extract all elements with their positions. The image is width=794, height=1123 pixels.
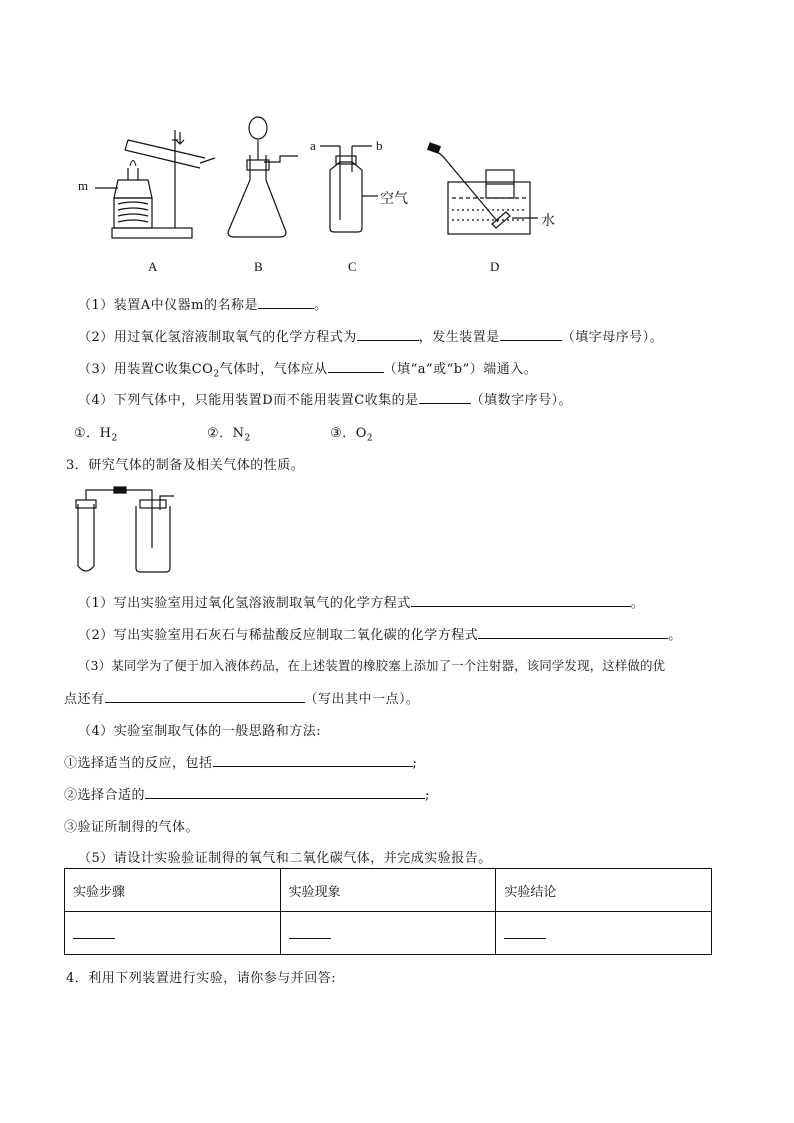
table-cell [496,912,712,955]
option-2[interactable]: ②．$N_2$ [207,426,251,444]
q2-part2: （2）用过氧化氢溶液制取氧气的化学方程式为 ，发生装置是 （填字母序号）。 [78,326,663,345]
experiment-report-table [64,868,712,955]
label-D: D [490,259,500,274]
answer-blank[interactable] [213,753,413,767]
apparatus-figure [0,100,794,290]
label-air: 空气 [380,192,408,207]
stand-base [112,228,192,238]
q3-part2: （2）写出实验室用石灰石与稀盐酸反应制取二氧化碳的化学方程式 。 [78,624,682,643]
q3-step3: ③验证所制得的气体。 [64,820,200,835]
answer-blank[interactable] [357,327,419,341]
answer-blank[interactable] [328,359,384,373]
q2-options [74,422,373,444]
header-cell: 实验结论 [496,869,712,912]
q3-part4: （4）实验室制取气体的一般思路和方法: [78,724,322,739]
header-cell: 实验现象 [280,869,496,912]
answer-blank[interactable] [145,785,425,799]
q3-part3-line1: （3）某同学为了便于加入液体药品，在上述装置的橡胶塞上添加了一个注射器，该同学发现，这样做的优 [78,658,666,673]
header-cell: 实验步骤 [65,869,281,912]
test-tube-bottle-drawing [60,480,200,580]
q3-part1: （1）写出实验室用过氧化氢溶液制取氧气的化学方程式 。 [78,592,644,611]
label-b: b [376,138,383,153]
answer-blank[interactable] [289,924,331,939]
q3-step1: ①选择适当的反应，包括 ; [64,752,417,771]
q3-part3-line2: 点还有 （写出其中一点）。 [64,688,420,707]
answer-blank[interactable] [411,593,631,607]
label-B: B [254,259,263,274]
q3-apparatus-figure [60,480,200,580]
table-cell [65,912,281,955]
q3-part5: （5）请设计实验验证制得的氧气和二氧化碳气体，并完成实验报告。 [78,851,492,866]
q3-step2: ②选择合适的 ; [64,784,430,803]
answer-blank[interactable] [500,327,562,341]
table-header-row [65,869,712,912]
label-A: A [148,259,158,274]
q2-part4: （4）下列气体中，只能用装置D而不能用装置C收集的是 （填数字序号）。 [78,389,572,408]
option-3[interactable]: ③．$O_2$ [330,426,374,444]
table-cell [280,912,496,955]
answer-blank[interactable] [504,924,546,939]
q3-title: 3．研究气体的制备及相关气体的性质。 [66,458,305,473]
option-1[interactable]: ①．$H_2$ [74,426,118,444]
label-m: m [78,178,89,193]
answer-blank[interactable] [258,295,314,309]
q4-title: 4．利用下列装置进行实验，请你参与并回答: [66,971,337,986]
q2-part3: （3）用装置C收集$CO_2$气体时，气体应从 （填“a”或“b”）端通入。 [78,358,537,380]
label-water: 水 [541,214,555,229]
label-C: C [348,259,357,274]
q2-part1: （1）装置A中仪器m的名称是 。 [78,294,328,313]
table-row [65,912,712,955]
answer-blank[interactable] [478,625,668,639]
answer-blank[interactable] [105,689,305,703]
answer-blank[interactable] [73,924,115,939]
label-a: a [310,138,316,153]
answer-blank[interactable] [419,390,471,404]
